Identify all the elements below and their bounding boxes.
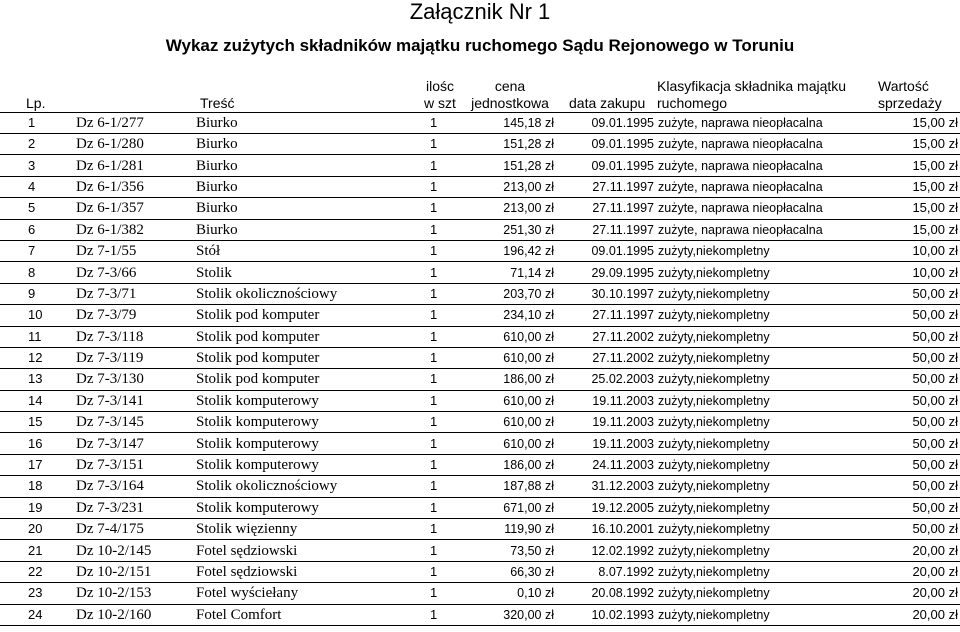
cell-purchase-date: 30.10.1997 xyxy=(558,283,656,304)
cell-inventory-number: Dz 6-1/277 xyxy=(76,113,196,134)
cell-classification: zużyte, naprawa nieopłacalna xyxy=(656,155,870,176)
cell-lp: 3 xyxy=(0,155,76,176)
cell-inventory-number: Dz 10-2/145 xyxy=(76,540,196,561)
cell-purchase-date: 27.11.1997 xyxy=(558,176,656,197)
cell-quantity: 1 xyxy=(430,326,466,347)
cell-inventory-number: Dz 7-3/71 xyxy=(76,283,196,304)
cell-sale-value: 15,00 zł xyxy=(870,113,960,134)
cell-inventory-number: Dz 7-4/175 xyxy=(76,519,196,540)
cell-unit-price: 213,00 zł xyxy=(466,176,558,197)
cell-purchase-date: 27.11.1997 xyxy=(558,305,656,326)
cell-purchase-date: 20.08.1992 xyxy=(558,583,656,604)
cell-sale-value: 50,00 zł xyxy=(870,476,960,497)
cell-unit-price: 320,00 zł xyxy=(466,604,558,625)
cell-inventory-number: Dz 6-1/382 xyxy=(76,219,196,240)
cell-description: Biurko xyxy=(196,113,430,134)
cell-description: Fotel sędziowski xyxy=(196,540,430,561)
cell-classification: zużyty,niekompletny xyxy=(656,604,870,625)
cell-unit-price: 145,18 zł xyxy=(466,113,558,134)
cell-description: Stolik komputerowy xyxy=(196,390,430,411)
cell-lp: 21 xyxy=(0,540,76,561)
cell-lp: 18 xyxy=(0,476,76,497)
cell-inventory-number: Dz 7-3/141 xyxy=(76,390,196,411)
cell-description: Stolik pod komputer xyxy=(196,347,430,368)
table-row xyxy=(0,454,960,475)
cell-classification: zużyty,niekompletny xyxy=(656,240,870,261)
cell-inventory-number: Dz 10-2/151 xyxy=(76,561,196,582)
cell-inventory-number: Dz 6-1/281 xyxy=(76,155,196,176)
header-wartosc-1: Wartość xyxy=(878,78,929,94)
cell-purchase-date: 16.10.2001 xyxy=(558,519,656,540)
cell-lp: 7 xyxy=(0,240,76,261)
cell-lp: 22 xyxy=(0,561,76,582)
cell-unit-price: 119,90 zł xyxy=(466,519,558,540)
cell-purchase-date: 19.11.2003 xyxy=(558,390,656,411)
cell-inventory-number: Dz 6-1/357 xyxy=(76,198,196,219)
cell-quantity: 1 xyxy=(430,390,466,411)
table-row xyxy=(0,134,960,155)
cell-sale-value: 50,00 zł xyxy=(870,390,960,411)
table-row xyxy=(0,561,960,582)
table-row xyxy=(0,305,960,326)
document-subtitle: Wykaz zużytych składników majątku ruchomego Sądu Rejonowego w Toruniu xyxy=(165,36,795,55)
cell-purchase-date: 10.02.1993 xyxy=(558,604,656,625)
cell-unit-price: 610,00 zł xyxy=(466,390,558,411)
cell-description: Stolik więzienny xyxy=(196,519,430,540)
cell-sale-value: 50,00 zł xyxy=(870,305,960,326)
cell-sale-value: 50,00 zł xyxy=(870,412,960,433)
cell-purchase-date: 27.11.1997 xyxy=(558,219,656,240)
cell-quantity: 1 xyxy=(430,433,466,454)
header-ilosc-1: ilośc xyxy=(425,78,454,94)
cell-unit-price: 151,28 zł xyxy=(466,134,558,155)
cell-unit-price: 234,10 zł xyxy=(466,305,558,326)
page-title: Załącznik Nr 1 xyxy=(409,0,551,24)
cell-inventory-number: Dz 7-1/55 xyxy=(76,240,196,261)
cell-purchase-date: 09.01.1995 xyxy=(558,155,656,176)
cell-lp: 23 xyxy=(0,583,76,604)
cell-unit-price: 610,00 zł xyxy=(466,347,558,368)
cell-classification: zużyty,niekompletny xyxy=(656,262,870,283)
cell-classification: zużyty,niekompletny xyxy=(656,454,870,475)
cell-classification: zużyte, naprawa nieopłacalna xyxy=(656,219,870,240)
table-row xyxy=(0,497,960,518)
cell-description: Fotel Comfort xyxy=(196,604,430,625)
cell-sale-value: 50,00 zł xyxy=(870,519,960,540)
cell-unit-price: 73,50 zł xyxy=(466,540,558,561)
cell-quantity: 1 xyxy=(430,176,466,197)
cell-lp: 15 xyxy=(0,412,76,433)
cell-lp: 20 xyxy=(0,519,76,540)
cell-inventory-number: Dz 7-3/164 xyxy=(76,476,196,497)
cell-unit-price: 71,14 zł xyxy=(466,262,558,283)
cell-sale-value: 20,00 zł xyxy=(870,540,960,561)
cell-sale-value: 50,00 zł xyxy=(870,454,960,475)
cell-quantity: 1 xyxy=(430,519,466,540)
table-row xyxy=(0,283,960,304)
table-header xyxy=(0,78,960,113)
header-klasyfikacja-1: Klasyfikacja składnika majątku xyxy=(657,78,847,94)
cell-inventory-number: Dz 7-3/151 xyxy=(76,454,196,475)
cell-classification: zużyty,niekompletny xyxy=(656,412,870,433)
cell-inventory-number: Dz 7-3/231 xyxy=(76,497,196,518)
header-cena-2: jednostkowa xyxy=(471,95,549,111)
cell-lp: 5 xyxy=(0,198,76,219)
cell-lp: 2 xyxy=(0,134,76,155)
cell-description: Stolik komputerowy xyxy=(196,454,430,475)
cell-unit-price: 610,00 zł xyxy=(466,433,558,454)
cell-sale-value: 15,00 zł xyxy=(870,198,960,219)
cell-lp: 11 xyxy=(0,326,76,347)
table-row xyxy=(0,198,960,219)
cell-unit-price: 213,00 zł xyxy=(466,198,558,219)
cell-classification: zużyty,niekompletny xyxy=(656,390,870,411)
cell-description: Stolik pod komputer xyxy=(196,326,430,347)
cell-quantity: 1 xyxy=(430,476,466,497)
header-data-zakupu: data zakupu xyxy=(569,95,646,111)
cell-classification: zużyty,niekompletny xyxy=(656,283,870,304)
cell-quantity: 1 xyxy=(430,561,466,582)
table-row xyxy=(0,262,960,283)
cell-description: Stolik pod komputer xyxy=(196,369,430,390)
cell-purchase-date: 8.07.1992 xyxy=(558,561,656,582)
table-row xyxy=(0,176,960,197)
cell-quantity: 1 xyxy=(430,155,466,176)
table-row xyxy=(0,433,960,454)
cell-quantity: 1 xyxy=(430,240,466,261)
cell-lp: 8 xyxy=(0,262,76,283)
cell-inventory-number: Dz 6-1/280 xyxy=(76,134,196,155)
cell-quantity: 1 xyxy=(430,604,466,625)
cell-quantity: 1 xyxy=(430,262,466,283)
table-row xyxy=(0,412,960,433)
cell-quantity: 1 xyxy=(430,347,466,368)
cell-lp: 14 xyxy=(0,390,76,411)
cell-quantity: 1 xyxy=(430,497,466,518)
cell-sale-value: 20,00 zł xyxy=(870,583,960,604)
cell-purchase-date: 24.11.2003 xyxy=(558,454,656,475)
table-row xyxy=(0,240,960,261)
cell-quantity: 1 xyxy=(430,540,466,561)
cell-inventory-number: Dz 7-3/118 xyxy=(76,326,196,347)
cell-lp: 16 xyxy=(0,433,76,454)
table-row xyxy=(0,326,960,347)
cell-purchase-date: 31.12.2003 xyxy=(558,476,656,497)
cell-purchase-date: 09.01.1995 xyxy=(558,134,656,155)
header-tresc: Treść xyxy=(200,95,235,111)
cell-inventory-number: Dz 7-3/79 xyxy=(76,305,196,326)
cell-quantity: 1 xyxy=(430,283,466,304)
cell-unit-price: 186,00 zł xyxy=(466,369,558,390)
table-row xyxy=(0,583,960,604)
cell-description: Stolik okolicznościowy xyxy=(196,476,430,497)
table-row xyxy=(0,113,960,134)
cell-classification: zużyty,niekompletny xyxy=(656,326,870,347)
cell-purchase-date: 27.11.2002 xyxy=(558,347,656,368)
cell-inventory-number: Dz 7-3/119 xyxy=(76,347,196,368)
cell-inventory-number: Dz 7-3/66 xyxy=(76,262,196,283)
cell-unit-price: 0,10 zł xyxy=(466,583,558,604)
cell-purchase-date: 19.11.2003 xyxy=(558,433,656,454)
cell-quantity: 1 xyxy=(430,305,466,326)
cell-unit-price: 610,00 zł xyxy=(466,412,558,433)
cell-description: Biurko xyxy=(196,219,430,240)
cell-classification: zużyty,niekompletny xyxy=(656,540,870,561)
cell-sale-value: 10,00 zł xyxy=(870,240,960,261)
cell-description: Biurko xyxy=(196,176,430,197)
cell-inventory-number: Dz 10-2/160 xyxy=(76,604,196,625)
table-row xyxy=(0,540,960,561)
cell-sale-value: 50,00 zł xyxy=(870,347,960,368)
table-row xyxy=(0,369,960,390)
cell-sale-value: 50,00 zł xyxy=(870,497,960,518)
cell-classification: zużyty,niekompletny xyxy=(656,476,870,497)
cell-sale-value: 50,00 zł xyxy=(870,326,960,347)
cell-purchase-date: 27.11.1997 xyxy=(558,198,656,219)
cell-quantity: 1 xyxy=(430,219,466,240)
header-cena-1: cena xyxy=(494,78,526,94)
cell-classification: zużyty,niekompletny xyxy=(656,561,870,582)
cell-purchase-date: 12.02.1992 xyxy=(558,540,656,561)
cell-description: Stolik xyxy=(196,262,430,283)
cell-classification: zużyty,niekompletny xyxy=(656,369,870,390)
cell-description: Biurko xyxy=(196,155,430,176)
table-row xyxy=(0,476,960,497)
cell-description: Stolik komputerowy xyxy=(196,433,430,454)
cell-lp: 13 xyxy=(0,369,76,390)
cell-unit-price: 671,00 zł xyxy=(466,497,558,518)
cell-sale-value: 10,00 zł xyxy=(870,262,960,283)
cell-classification: zużyty,niekompletny xyxy=(656,497,870,518)
cell-unit-price: 66,30 zł xyxy=(466,561,558,582)
cell-classification: zużyte, naprawa nieopłacalna xyxy=(656,134,870,155)
cell-description: Stolik komputerowy xyxy=(196,412,430,433)
cell-description: Stół xyxy=(196,240,430,261)
cell-lp: 12 xyxy=(0,347,76,368)
cell-inventory-number: Dz 7-3/145 xyxy=(76,412,196,433)
cell-lp: 19 xyxy=(0,497,76,518)
cell-classification: zużyte, naprawa nieopłacalna xyxy=(656,176,870,197)
cell-lp: 10 xyxy=(0,305,76,326)
cell-quantity: 1 xyxy=(430,454,466,475)
cell-sale-value: 20,00 zł xyxy=(870,561,960,582)
cell-purchase-date: 29.09.1995 xyxy=(558,262,656,283)
cell-purchase-date: 09.01.1995 xyxy=(558,240,656,261)
cell-lp: 6 xyxy=(0,219,76,240)
cell-quantity: 1 xyxy=(430,369,466,390)
cell-classification: zużyty,niekompletny xyxy=(656,305,870,326)
cell-description: Stolik komputerowy xyxy=(196,497,430,518)
cell-unit-price: 196,42 zł xyxy=(466,240,558,261)
cell-sale-value: 15,00 zł xyxy=(870,155,960,176)
cell-purchase-date: 19.12.2005 xyxy=(558,497,656,518)
cell-description: Fotel wyściełany xyxy=(196,583,430,604)
cell-sale-value: 50,00 zł xyxy=(870,283,960,304)
cell-description: Fotel sędziowski xyxy=(196,561,430,582)
cell-sale-value: 15,00 zł xyxy=(870,176,960,197)
cell-unit-price: 186,00 zł xyxy=(466,454,558,475)
cell-lp: 17 xyxy=(0,454,76,475)
cell-lp: 9 xyxy=(0,283,76,304)
cell-inventory-number: Dz 10-2/153 xyxy=(76,583,196,604)
cell-purchase-date: 27.11.2002 xyxy=(558,326,656,347)
cell-description: Stolik pod komputer xyxy=(196,305,430,326)
cell-classification: zużyty,niekompletny xyxy=(656,433,870,454)
cell-unit-price: 203,70 zł xyxy=(466,283,558,304)
cell-quantity: 1 xyxy=(430,113,466,134)
cell-inventory-number: Dz 7-3/130 xyxy=(76,369,196,390)
table-row xyxy=(0,155,960,176)
cell-quantity: 1 xyxy=(430,412,466,433)
cell-classification: zużyte, naprawa nieopłacalna xyxy=(656,198,870,219)
cell-inventory-number: Dz 6-1/356 xyxy=(76,176,196,197)
cell-quantity: 1 xyxy=(430,198,466,219)
cell-lp: 1 xyxy=(0,113,76,134)
cell-unit-price: 251,30 zł xyxy=(466,219,558,240)
cell-quantity: 1 xyxy=(430,583,466,604)
cell-classification: zużyty,niekompletny xyxy=(656,583,870,604)
cell-sale-value: 20,00 zł xyxy=(870,604,960,625)
cell-unit-price: 151,28 zł xyxy=(466,155,558,176)
assets-table xyxy=(0,113,960,626)
cell-purchase-date: 25.02.2003 xyxy=(558,369,656,390)
table-row xyxy=(0,390,960,411)
cell-lp: 24 xyxy=(0,604,76,625)
header-wartosc-2: sprzedaży xyxy=(878,95,942,111)
cell-inventory-number: Dz 7-3/147 xyxy=(76,433,196,454)
cell-quantity: 1 xyxy=(430,134,466,155)
cell-sale-value: 15,00 zł xyxy=(870,219,960,240)
cell-sale-value: 50,00 zł xyxy=(870,433,960,454)
table-row xyxy=(0,604,960,625)
header-klasyfikacja-2: ruchomego xyxy=(657,95,728,111)
table-row xyxy=(0,347,960,368)
cell-classification: zużyty,niekompletny xyxy=(656,519,870,540)
cell-purchase-date: 09.01.1995 xyxy=(558,113,656,134)
cell-classification: zużyte, naprawa nieopłacalna xyxy=(656,113,870,134)
header-ilosc-2: w szt xyxy=(424,95,456,111)
cell-description: Stolik okolicznościowy xyxy=(196,283,430,304)
cell-purchase-date: 19.11.2003 xyxy=(558,412,656,433)
cell-description: Biurko xyxy=(196,198,430,219)
cell-sale-value: 50,00 zł xyxy=(870,369,960,390)
cell-lp: 4 xyxy=(0,176,76,197)
cell-description: Biurko xyxy=(196,134,430,155)
header-lp: Lp. xyxy=(26,95,46,111)
table-row xyxy=(0,219,960,240)
cell-unit-price: 610,00 zł xyxy=(466,326,558,347)
cell-unit-price: 187,88 zł xyxy=(466,476,558,497)
cell-classification: zużyty,niekompletny xyxy=(656,347,870,368)
cell-sale-value: 15,00 zł xyxy=(870,134,960,155)
table-row xyxy=(0,519,960,540)
